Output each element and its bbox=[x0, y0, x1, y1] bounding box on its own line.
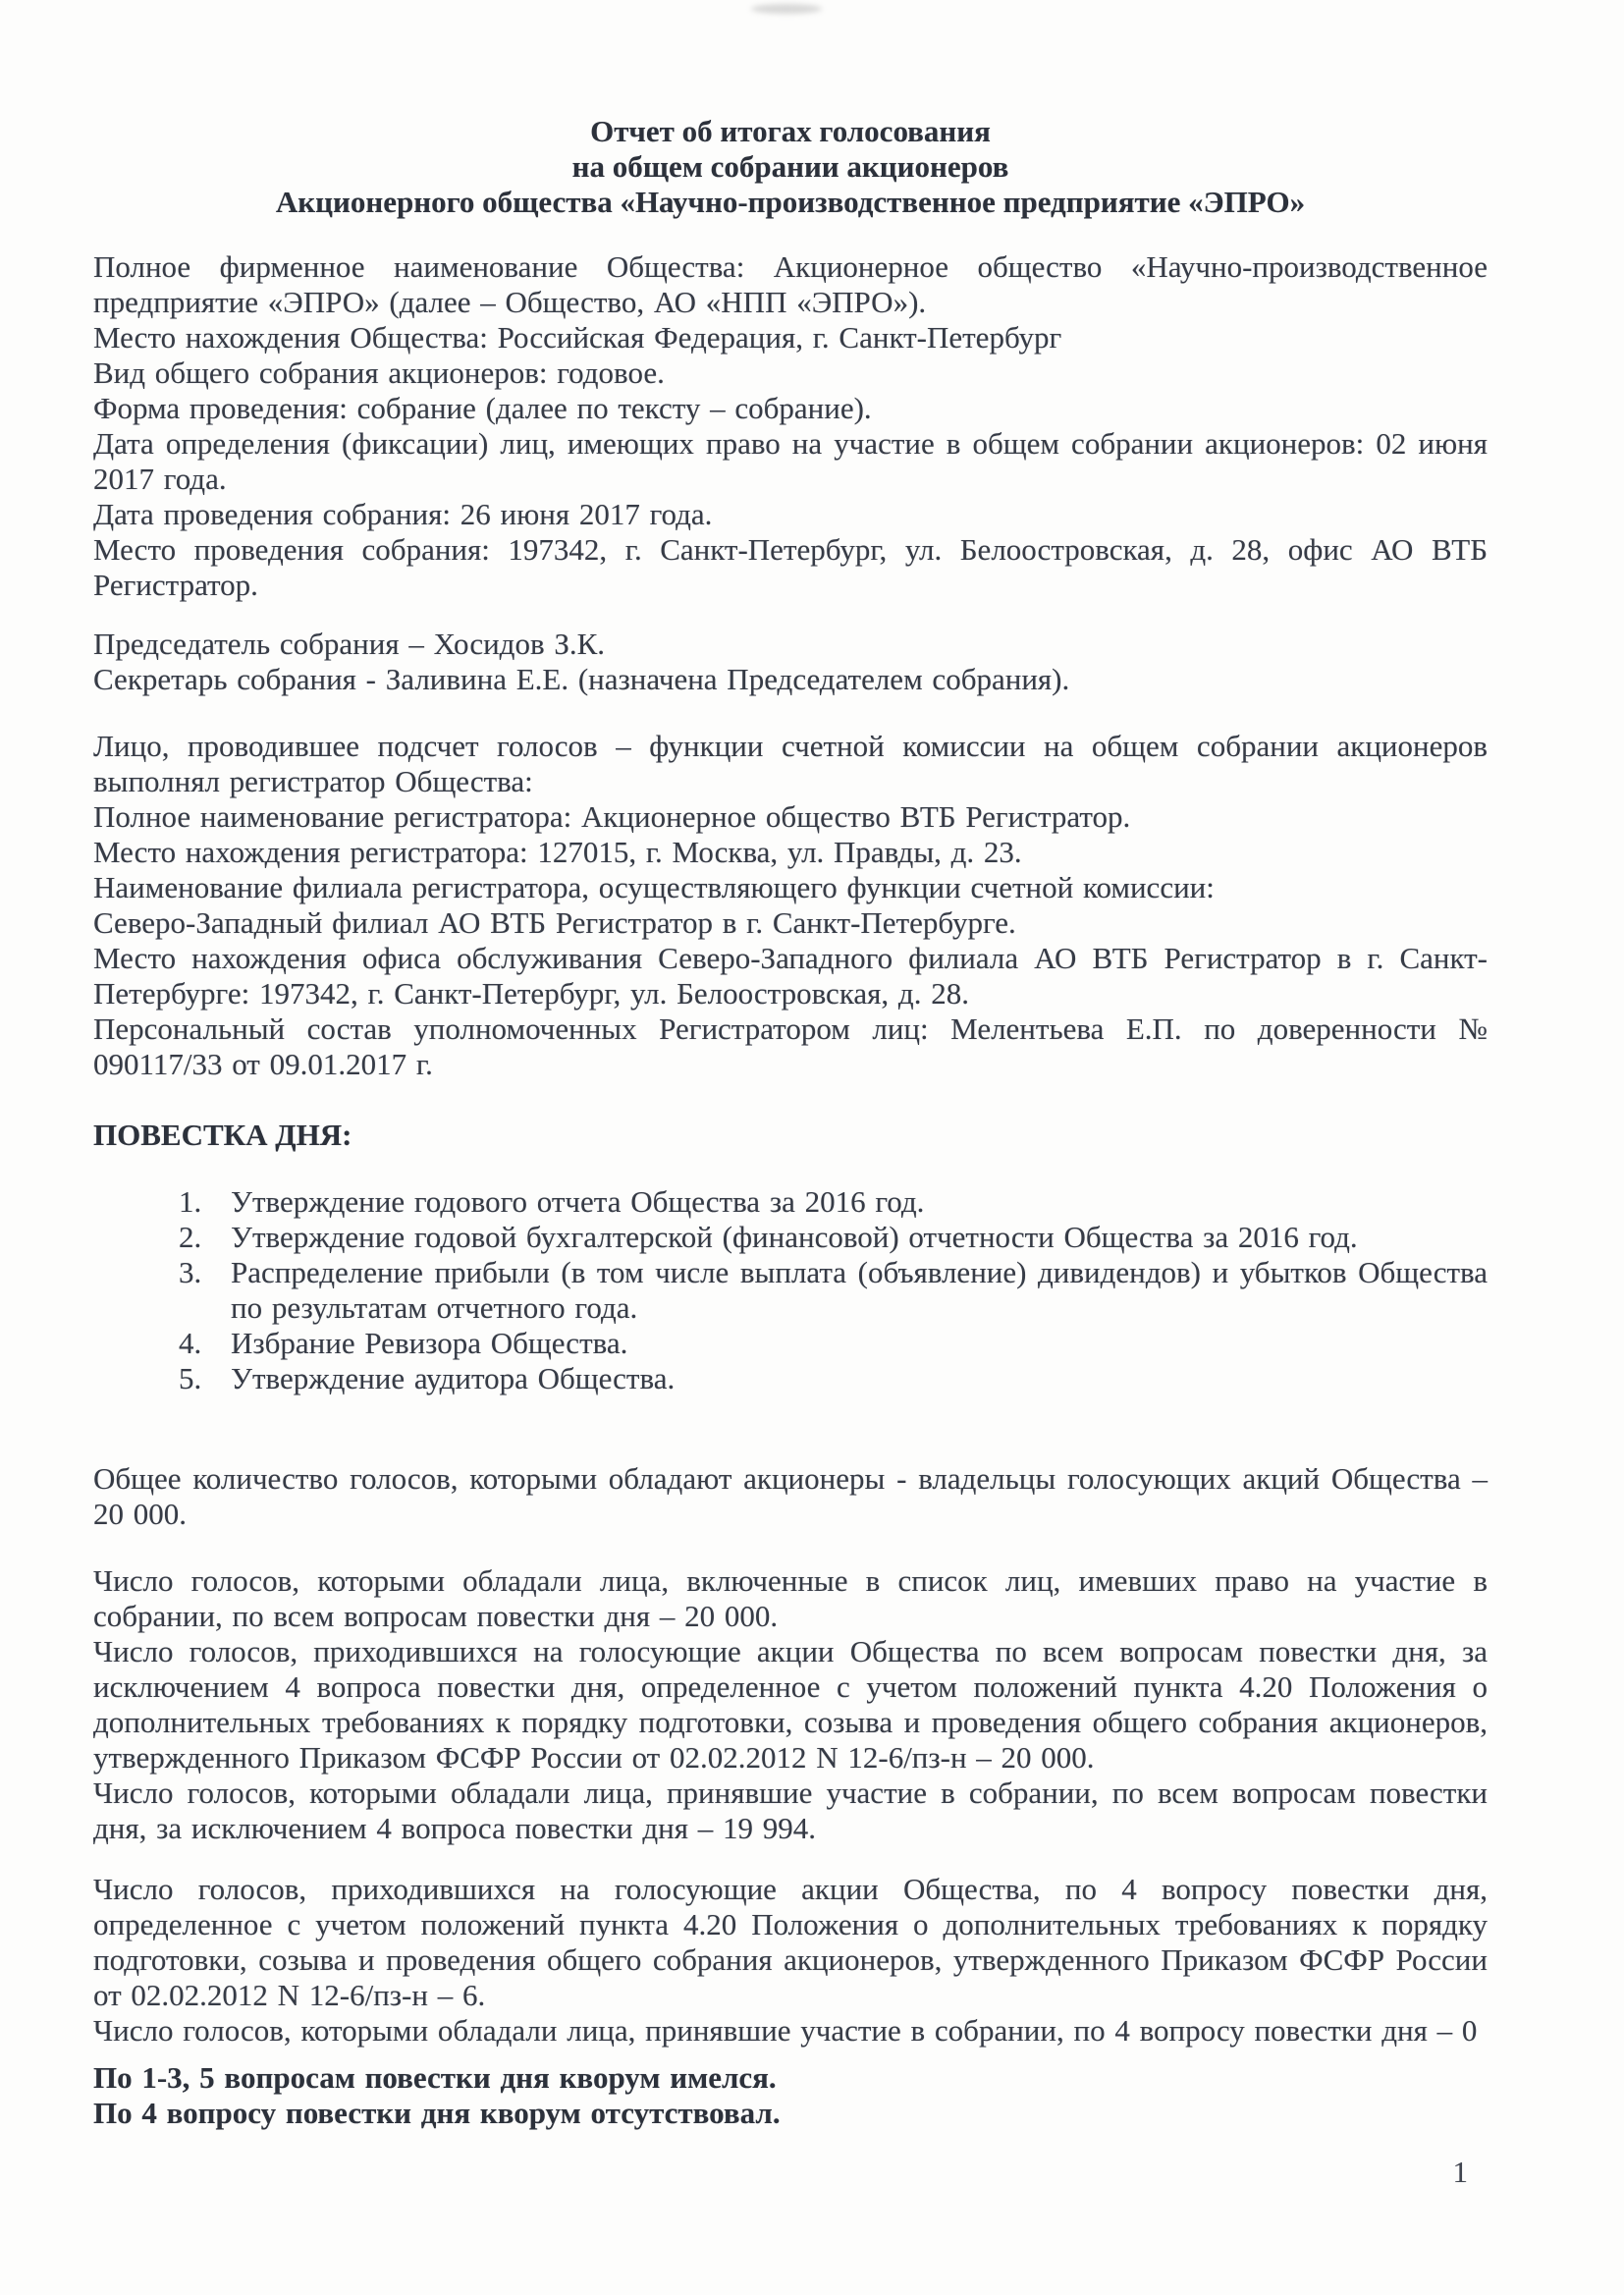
agenda-item-number: 5. bbox=[179, 1361, 202, 1395]
agenda-item-2 bbox=[93, 1220, 1488, 1255]
votes-all-questions-section bbox=[93, 1563, 1488, 1846]
registrar-branch-name: Северо-Западный филиал АО ВТБ Регистратор в г. Санкт-Петербурге. bbox=[93, 905, 1016, 940]
votes-q4-shares-line: Число голосов, приходившихся на голосующие акции Общества, по 4 вопросу повестки дня, определенное с учетом положений пункта 4.20 Положения о дополнительных требованиях к порядку подготовки, созыва и проведения общего собрания акционеров, утвержденного Приказом ФСФР России от 02.02.2012 N 12-6/пз-н – 6. bbox=[93, 1872, 1488, 2012]
agenda-item-number: 3. bbox=[179, 1255, 202, 1289]
votes-q4-participated-line: Число голосов, которыми обладали лица, принявшие участие в собрании, по 4 вопросу повестки дня – 0 bbox=[93, 2013, 1478, 2048]
record-date: Дата определения (фиксации) лиц, имеющих право на участие в общем собрании акционеров: 02 июня 2017 года. bbox=[93, 426, 1488, 496]
chairman-line: Председатель собрания – Хосидов З.К. bbox=[93, 627, 606, 661]
title-line-report: Отчет об итогах голосования bbox=[590, 114, 991, 148]
registrar-branch-office: Место нахождения офиса обслуживания Северо-Западного филиала АО ВТБ Регистратор в г. Санкт-Петербурге: 197342, г. Санкт-Петербург, ул. Белоостровская, д. 28. bbox=[93, 941, 1488, 1011]
votes-voting-shares-line: Число голосов, приходившихся на голосующие акции Общества по всем вопросам повестки дня, за исключением 4 вопроса повестки дня, определенное с учетом положений пункта 4.20 Положения о дополнительных требованиях к порядку подготовки, созыва и проведения общего собрания акционеров, утвержденного Приказом ФСФР России от 02.02.2012 N 12-6/пз-н – 20 000. bbox=[93, 1634, 1488, 1775]
registrar-location: Место нахождения регистратора: 127015, г. Москва, ул. Правды, д. 23. bbox=[93, 835, 1022, 869]
company-location: Место нахождения Общества: Российская Федерация, г. Санкт-Петербург bbox=[93, 320, 1062, 355]
registrar-name: Полное наименование регистратора: Акционерное общество ВТБ Регистратор. bbox=[93, 799, 1131, 834]
votes-eligible-line: Число голосов, которыми обладали лица, включенные в список лиц, имевших право на участие в собрании, по всем вопросам повестки дня – 20 000. bbox=[93, 1563, 1488, 1633]
quorum-absent-line: По 4 вопросу повестки дня кворум отсутствовал. bbox=[93, 2096, 781, 2130]
scan-artifact bbox=[751, 4, 822, 14]
title-line-company: Акционерного общества «Научно-производственное предприятие «ЭПРО» bbox=[275, 185, 1306, 219]
page-number: 1 bbox=[1452, 2155, 1468, 2189]
total-votes-section bbox=[93, 1461, 1488, 1532]
meeting-type: Вид общего собрания акционеров: годовое. bbox=[93, 355, 665, 390]
agenda-heading: ПОВЕСТКА ДНЯ: bbox=[93, 1118, 352, 1152]
meeting-date: Дата проведения собрания: 26 июня 2017 года. bbox=[93, 497, 713, 531]
secretary-line: Секретарь собрания - Заливина Е.Е. (назначена Председателем собрания). bbox=[93, 662, 1070, 696]
quorum-section bbox=[93, 2060, 1488, 2131]
agenda-item-number: 1. bbox=[179, 1184, 202, 1219]
agenda-item-number: 4. bbox=[179, 1326, 202, 1360]
meeting-form: Форма проведения: собрание (далее по тексту – собрание). bbox=[93, 391, 872, 425]
agenda-item-text: Утверждение годового отчета Общества за 2016 год. bbox=[231, 1184, 925, 1219]
meeting-place: Место проведения собрания: 197342, г. Санкт-Петербург, ул. Белоостровская, д. 28, офис АО ВТБ Регистратор. bbox=[93, 532, 1488, 602]
agenda-item-text: Распределение прибыли (в том числе выплата (объявление) дивидендов) и убытков Общества по результатам отчетного года. bbox=[231, 1255, 1488, 1325]
agenda-item-4 bbox=[93, 1326, 1488, 1361]
agenda-item-1 bbox=[93, 1184, 1488, 1220]
agenda-item-3 bbox=[93, 1255, 1488, 1326]
agenda-item-text: Избрание Ревизора Общества. bbox=[231, 1326, 628, 1360]
general-info-section bbox=[93, 249, 1488, 603]
title-line-meeting: на общем собрании акционеров bbox=[571, 149, 1009, 184]
votes-participated-line: Число голосов, которыми обладали лица, принявшие участие в собрании, по всем вопросам повестки дня, за исключением 4 вопроса повестки дня – 19 994. bbox=[93, 1776, 1488, 1845]
document-title bbox=[93, 114, 1488, 220]
agenda-item-text: Утверждение аудитора Общества. bbox=[231, 1361, 676, 1395]
agenda-list bbox=[93, 1184, 1488, 1396]
registrar-authorized-person: Персональный состав уполномоченных Регистратором лиц: Мелентьева Е.П. по доверенности № 090117/33 от 09.01.2017 г. bbox=[93, 1011, 1488, 1081]
total-votes-line: Общее количество голосов, которыми обладают акционеры - владельцы голосующих акций Общества – 20 000. bbox=[93, 1461, 1488, 1531]
agenda-item-text: Утверждение годовой бухгалтерской (финансовой) отчетности Общества за 2016 год. bbox=[231, 1220, 1358, 1254]
vote-counter-line: Лицо, проводившее подсчет голосов – функции счетной комиссии на общем собрании акционеров выполнял регистратор Общества: bbox=[93, 729, 1488, 798]
agenda-item-5 bbox=[93, 1361, 1488, 1396]
agenda-item-number: 2. bbox=[179, 1220, 202, 1254]
company-full-name: Полное фирменное наименование Общества: Акционерное общество «Научно-производственное предприятие «ЭПРО» (далее – Общество, АО «НПП «ЭПРО»). bbox=[93, 249, 1488, 319]
registrar-section bbox=[93, 729, 1488, 1082]
quorum-present-line: По 1-3, 5 вопросам повестки дня кворум имелся. bbox=[93, 2060, 777, 2095]
votes-question4-section bbox=[93, 1872, 1488, 2049]
meeting-officers-section bbox=[93, 627, 1488, 697]
registrar-branch-label: Наименование филиала регистратора, осуществляющего функции счетной комиссии: bbox=[93, 870, 1215, 904]
